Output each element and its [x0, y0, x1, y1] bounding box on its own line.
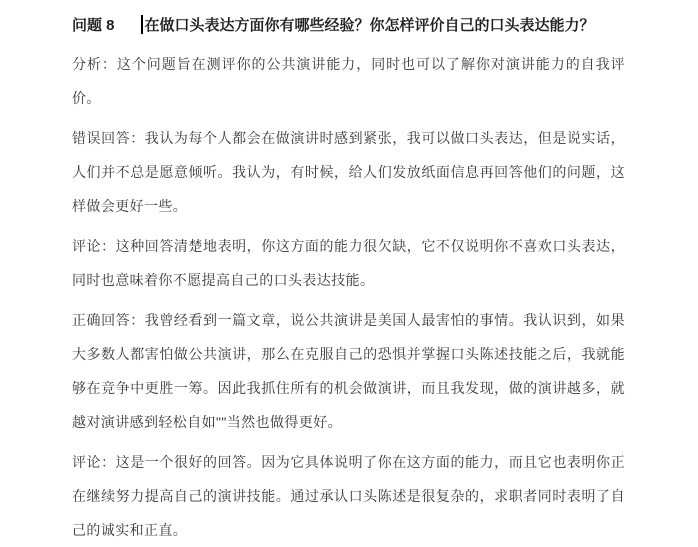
comment-correct-paragraph[interactable]: 评论：这是一个很好的回答。因为它具体说明了你在这方面的能力，而且它也表明你正在继续努力提高自己的演讲技能。通过承认口头陈述是很复杂的，求职者同时表明了自己的诚实和正直。	[72, 454, 625, 538]
analysis-paragraph[interactable]: 分析：这个问题旨在测评你的公共演讲能力，同时也可以了解你对演讲能力的自我评价。	[72, 56, 625, 106]
question-number: 问题 8	[72, 17, 115, 34]
question-title-text: 在做口头表达方面你有哪些经验？你怎样评价自己的口头表达能力？	[144, 17, 595, 34]
comment-wrong-paragraph[interactable]: 评论：这种回答清楚地表明，你这方面的能力很欠缺，它不仅说明你不喜欢口头表达，同时也意味着你不愿提高自己的口头表达技能。	[72, 238, 625, 288]
correct-answer-paragraph[interactable]: 正确回答：我曾经看到一篇文章，说公共演讲是美国人最害怕的事情。我认识到，如果大多数人都害怕做公共演讲，那么在克服自己的恐惧并掌握口头陈述技能之后，我就能够在竞争中更胜一筹。因此我抓住所有的机会做演讲，而且我发现，做的演讲越多，就越对演讲感到轻松自如""当然也做得更好。	[72, 312, 625, 430]
wrong-answer-paragraph[interactable]: 错误回答：我认为每个人都会在做演讲时感到紧张，我可以做口头表达，但是说实话，人们并不总是愿意倾听。我认为，有时候，给人们发放纸面信息再回答他们的问题，这样做会更好一些。	[72, 130, 625, 214]
text-cursor	[141, 15, 143, 34]
question-title[interactable]	[72, 12, 625, 40]
